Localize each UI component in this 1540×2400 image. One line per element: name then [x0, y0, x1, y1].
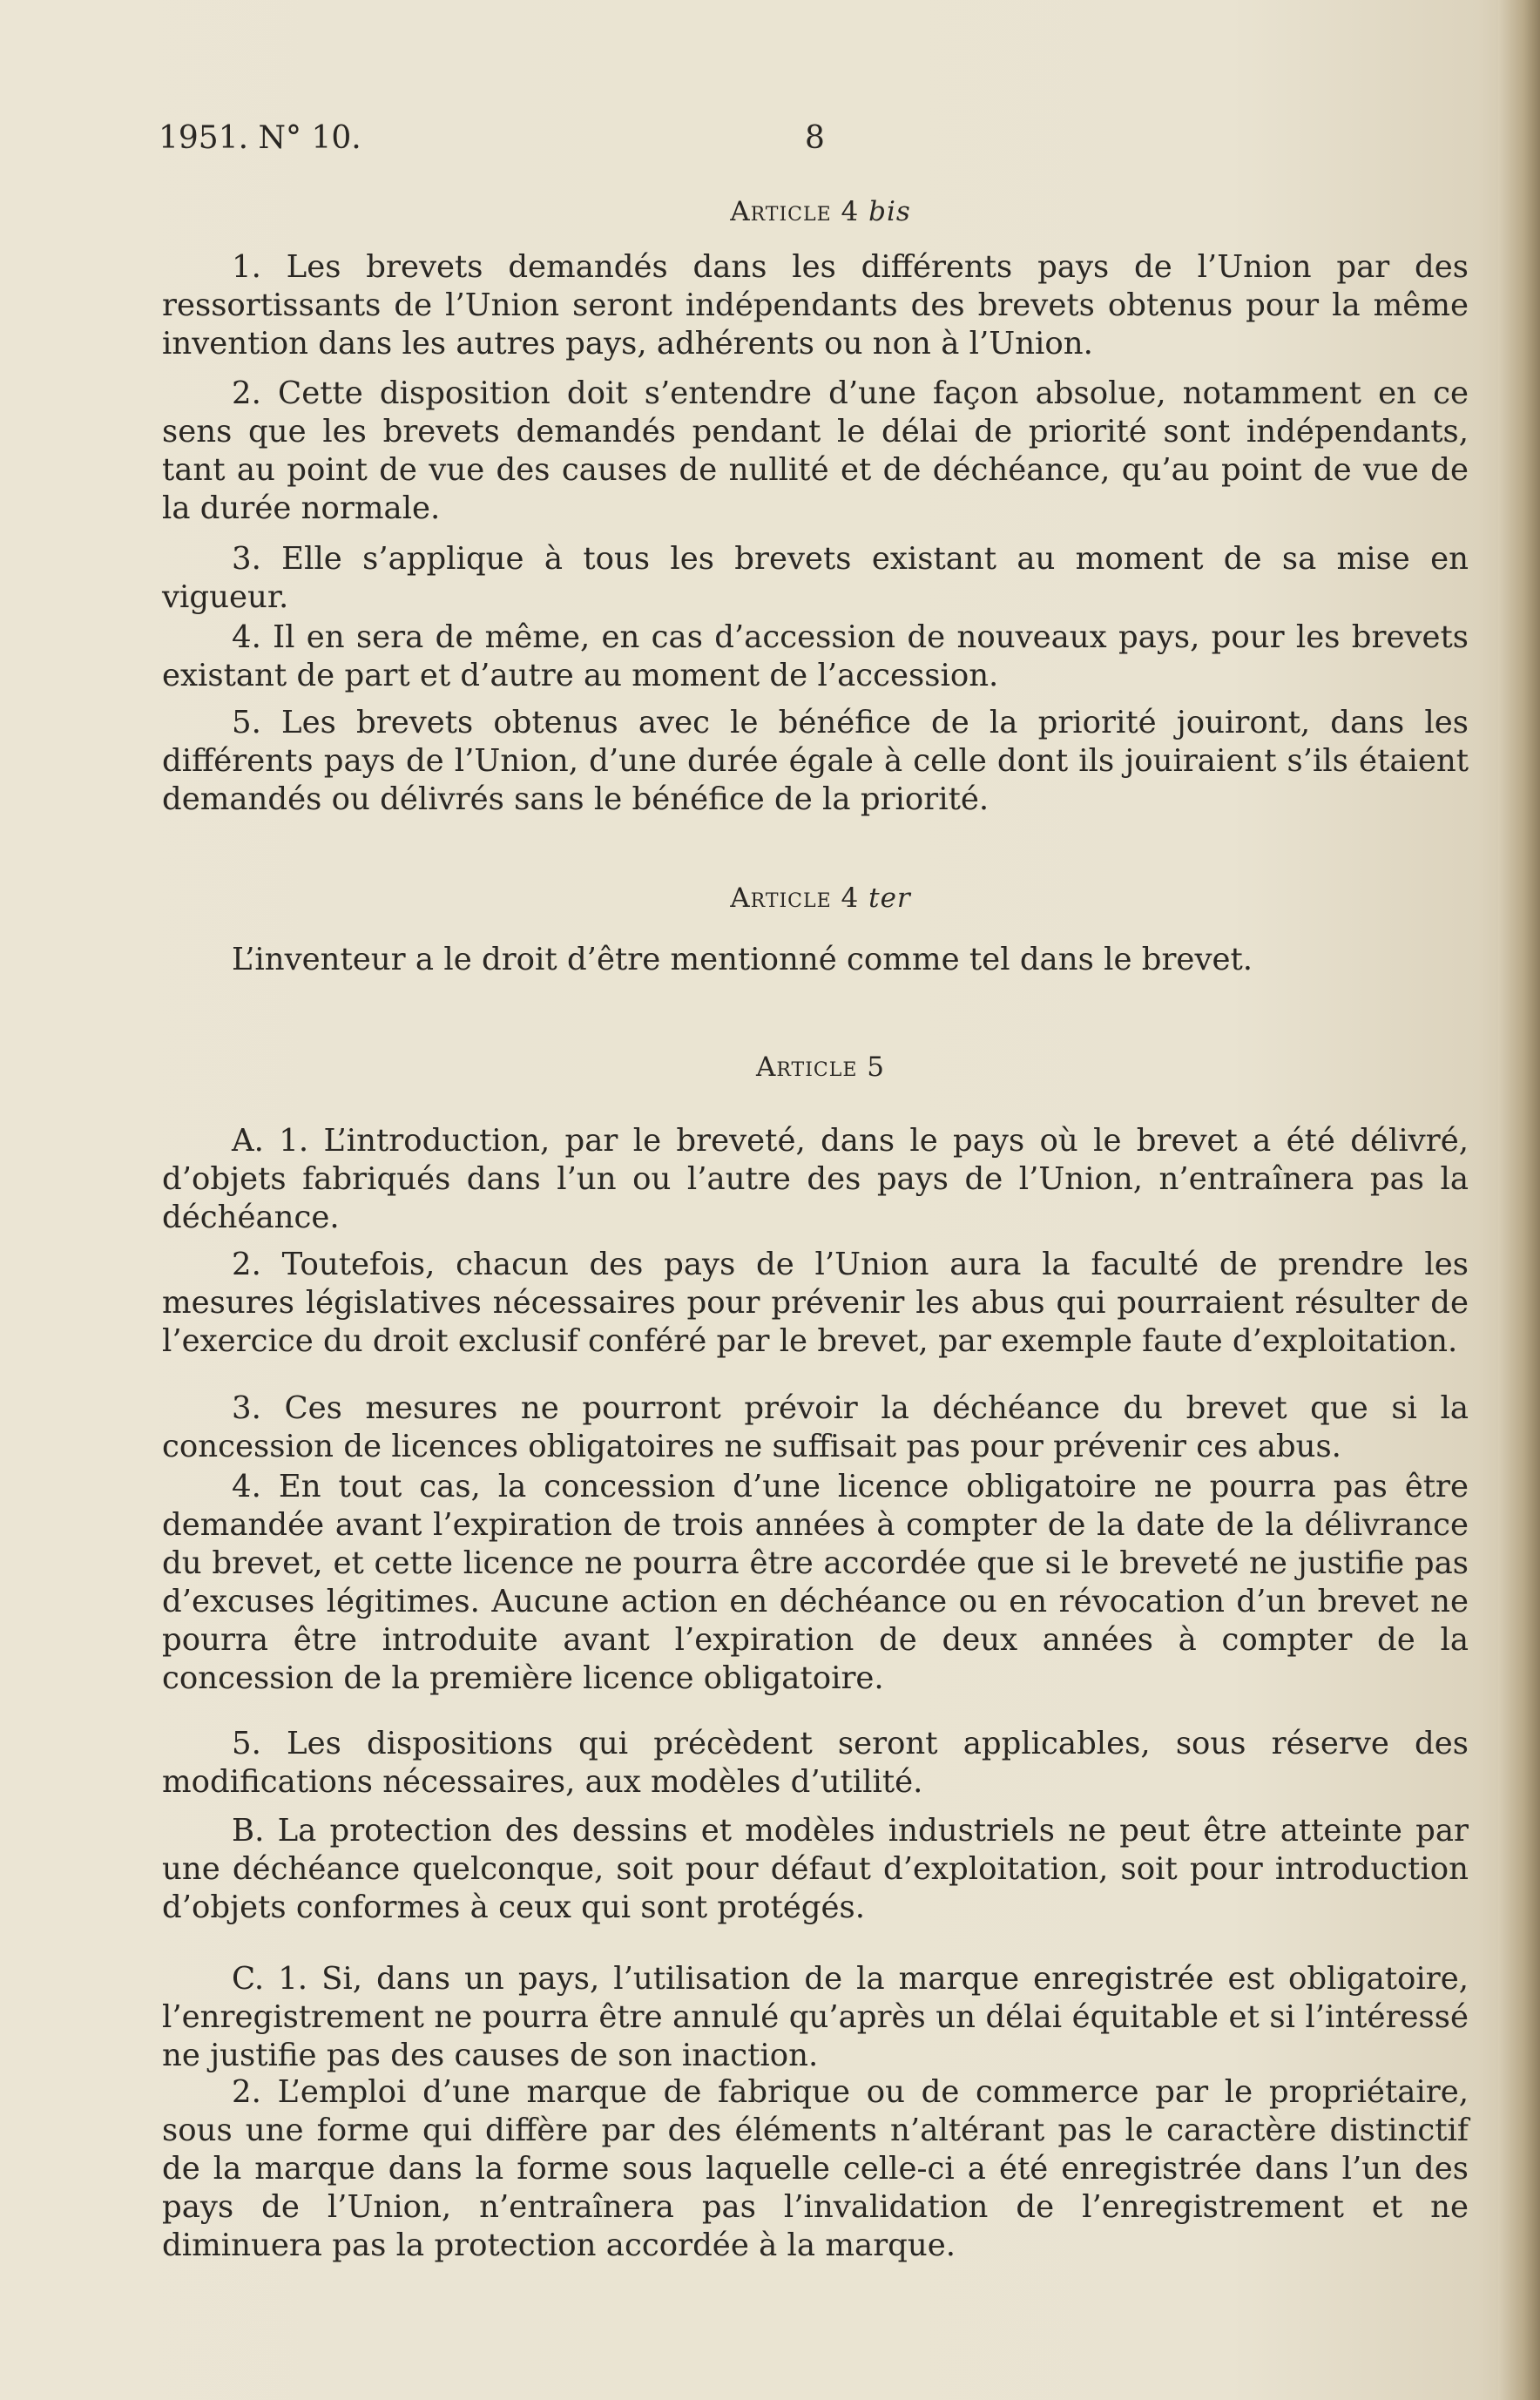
paragraph: [162, 619, 1469, 695]
paragraph: [162, 1812, 1469, 1927]
paragraph: [162, 1122, 1469, 1237]
paragraph-text: 4. En tout cas, la concession d’une licence obligatoire ne pourra pas être demandée avant l’expiration de trois années à compter de la date de la délivrance du brevet, et cette licence ne pourra être accordée que si le breveté ne justifie pas d’excuses légitimes. Aucune action en déchéance ou en révocation d’un brevet ne pourra être introduite avant l’expiration de deux années à compter de la concession de la première licence obligatoire.: [162, 1469, 1469, 1696]
paragraph: [162, 375, 1469, 528]
article-suffix: bis: [868, 196, 911, 227]
paragraph-text: 1. Les brevets demandés dans les différents pays de l’Union par des ressortissants de l’Union seront indépendants des brevets obtenus pour la même invention dans les autres pays, adhérents ou non à l’Union.: [162, 249, 1469, 362]
paragraph-text: 5. Les dispositions qui précèdent seront applicables, sous réserve des modifications nécessaires, aux modèles d’utilité.: [162, 1726, 1469, 1800]
article-4-bis-heading: [159, 196, 1483, 227]
paragraph: [162, 704, 1469, 819]
paragraph-text: C. 1. Si, dans un pays, l’utilisation de la marque enregistrée est obligatoire, l’enregistrement ne pourra être annulé qu’après un délai équitable et si l’intéressé ne justifie pas des causes de son inaction.: [162, 1961, 1469, 2073]
paragraph: [162, 941, 1469, 979]
paragraph-text: 2. Toutefois, chacun des pays de l’Union aura la faculté de prendre les mesures législatives nécessaires pour prévenir les abus qui pourraient résulter de l’exercice du droit exclusif conféré par le brevet, par exemple faute d’exploitation.: [162, 1247, 1469, 1359]
paragraph-text: L’inventeur a le droit d’être mentionné comme tel dans le brevet.: [232, 942, 1253, 977]
article-label: Article 4: [730, 882, 860, 914]
paragraph-text: 3. Ces mesures ne pourront prévoir la déchéance du brevet que si la concession de licences obligatoires ne suffisait pas pour prévenir ces abus.: [162, 1390, 1469, 1464]
paragraph: [162, 1468, 1469, 1698]
paragraph: [162, 1246, 1469, 1361]
paragraph-text: 2. L’emploi d’une marque de fabrique ou de commerce par le propriétaire, sous une forme qui diffère par des éléments n’altérant pas le caractère distinctif de la marque dans la forme sous laquelle celle-ci a été enregistrée dans l’un des pays de l’Union, n’entraînera pas l’invalidation de l’enregistrement et ne diminuera pas la protection accordée à la marque.: [162, 2074, 1469, 2263]
article-4-ter-heading: [159, 882, 1483, 914]
article-label: Article 5: [755, 1051, 885, 1083]
paragraph-text: 2. Cette disposition doit s’entendre d’une façon absolue, notamment en ce sens que les brevets demandés pendant le délai de priorité sont indépendants, tant au point de vue des causes de nullité et de déchéance, qu’au point de vue de la durée normale.: [162, 375, 1469, 526]
paragraph-text: 5. Les brevets obtenus avec le bénéfice de la priorité jouiront, dans les différents pays de l’Union, d’une durée égale à celle dont ils jouiraient s’ils étaient demandés ou délivrés sans le bénéfice de la priorité.: [162, 705, 1469, 817]
paragraph: [162, 1725, 1469, 1802]
page-number: 8: [805, 120, 825, 156]
paragraph-text: A. 1. L’introduction, par le breveté, dans le pays où le brevet a été délivré, d’objets fabriqués dans l’un ou l’autre des pays de l’Union, n’entraînera pas la déchéance.: [162, 1123, 1469, 1235]
page-header: [159, 120, 1483, 164]
paragraph: [162, 248, 1469, 363]
paragraph-text: 4. Il en sera de même, en cas d’accession de nouveaux pays, pour les brevets existant de part et d’autre au moment de l’accession.: [162, 619, 1469, 693]
paragraph: [162, 540, 1469, 617]
paragraph: [162, 1389, 1469, 1466]
page-edge-shadow: [1498, 0, 1540, 2400]
article-suffix: ter: [868, 882, 911, 914]
paragraph: [162, 1960, 1469, 2075]
paragraph-text: B. La protection des dessins et modèles industriels ne peut être atteinte par une déchéance quelconque, soit pour défaut d’exploitation, soit pour introduction d’objets conformes à ceux qui sont protégés.: [162, 1813, 1469, 1925]
article-label: Article 4: [730, 196, 860, 227]
article-5-heading: [159, 1051, 1483, 1083]
paragraph-text: 3. Elle s’applique à tous les brevets existant au moment de sa mise en vigueur.: [162, 541, 1469, 615]
header-issue: 1951. N° 10.: [159, 120, 361, 156]
paragraph: [162, 2073, 1469, 2265]
